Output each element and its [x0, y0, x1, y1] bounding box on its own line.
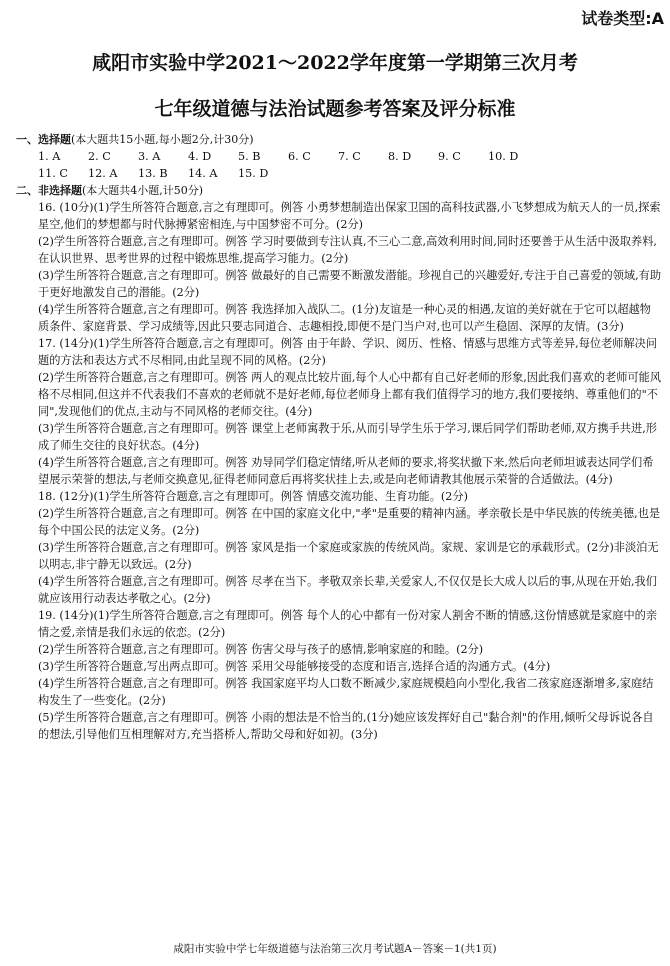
answer-item: 6. C: [288, 150, 311, 163]
answer-item: 7. C: [338, 150, 361, 163]
document-subtitle: 七年级道德与法治试题参考答案及评分标准: [154, 98, 516, 120]
answer-paragraph: (4)学生所答符合题意,言之有理即可。例答 我国家庭平均人口数不断减少,家庭规模趋向小型化,我省二孩家庭逐渐增多,家庭结构发生了一些变化。(2分): [38, 677, 654, 707]
answer-paragraph: (2)学生所答符合题意,言之有理即可。例答 两人的观点比较片面,每个人心中都有自己好老师的形象,因此我们喜欢的老师可能风格不尽相同,但这并不代表我们不喜欢的老师就不是好老师,每位老师身上都有我们值得学习的地方,我们要接纳、尊重他们的"不同",发现他们的优点,主动与不同风格的老师交往。(4分): [38, 371, 662, 418]
answer-paragraph: (2)学生所答符合题意,言之有理即可。例答 在中国的家庭文化中,"孝"是重要的精神内涵。孝亲敬长是中华民族的传统美德,也是每个中国公民的法定义务。(2分): [38, 507, 661, 537]
answer-paragraph: (4)学生所答符合题意,言之有理即可。例答 我选择加入战队二。(1分)友谊是一种心灵的相遇,友谊的美好就在于它可以超越物质条件、家庭背景、学习成绩等,因此只要志同道合、志趣相投,即便不是门当户对,也可以产生稳固、深厚的友情。(3分): [38, 303, 651, 333]
answer-paragraph: 19. (14分)(1)学生所答符合题意,言之有理即可。例答 每个人的心中都有一份对家人割舍不断的情感,这份情感就是家庭中的亲情之爱,亲情是我们永远的依恋。(2分): [38, 609, 658, 639]
answer-item: 10. D: [488, 150, 519, 163]
answer-paragraph: (3)学生所答符合题意,言之有理即可。例答 家风是指一个家庭或家族的传统风尚。家规、家训是它的承载形式。(2分)非淡泊无以明志,非宁静无以致远。(2分): [38, 541, 659, 571]
choice-answers-row-2: [16, 165, 662, 182]
answer-item: 5. B: [238, 150, 261, 163]
answer-item: 3. A: [138, 150, 161, 163]
answer-paragraph: (3)学生所答符合题意,言之有理即可。例答 课堂上老师寓教于乐,从而引导学生乐于学习,课后同学们帮助老师,双方携手共进,形成了师生交往的良好状态。(4分): [38, 422, 657, 452]
answer-item: 9. C: [438, 150, 461, 163]
answer-paragraph: 17. (14分)(1)学生所答符合题意,言之有理即可。例答 由于年龄、学识、阅历、性格、情感与思维方式等差异,每位老师解决问题的方法和表达方式不尽相同,由此呈现不同的风格。(2分): [38, 337, 658, 367]
answer-content: [16, 131, 662, 743]
answer-item: 11. C: [38, 167, 68, 180]
answer-paragraph: (4)学生所答符合题意,言之有理即可。例答 尽孝在当下。孝敬双亲长辈,关爱家人,不仅仅是长大成人以后的事,从现在开始,我们就应该用行动表达孝敬之心。(2分): [38, 575, 657, 605]
answer-item: 4. D: [188, 150, 212, 163]
section-open-heading: 二、非选择题(本大题共4小题,计50分): [16, 184, 204, 197]
page-footer: 咸阳市实验中学七年级道德与法治第三次月考试题A－答案－1(共1页): [173, 943, 497, 955]
question-18: [16, 488, 662, 607]
answer-item: 13. B: [138, 167, 168, 180]
answer-paragraph: (2)学生所答符合题意,言之有理即可。例答 伤害父母与孩子的感情,影响家庭的和睦。(2分): [38, 643, 484, 656]
question-19: [16, 607, 662, 743]
answer-paragraph: (5)学生所答符合题意,言之有理即可。例答 小雨的想法是不恰当的,(1分)她应该发挥好自己"黏合剂"的作用,倾听父母诉说各自的想法,引导他们互相理解对方,充当搭桥人,帮助父母和好如初。(3分): [38, 711, 654, 741]
answer-paragraph: (3)学生所答符合题意,言之有理即可。例答 做最好的自己需要不断激发潜能。珍视自己的兴趣爱好,专注于自己喜爱的领域,有助于更好地激发自己的潜能。(2分): [38, 269, 662, 299]
paper-type-label: 试卷类型:A: [581, 9, 664, 28]
answer-item: 8. D: [388, 150, 412, 163]
answer-paragraph: 18. (12分)(1)学生所答符合题意,言之有理即可。例答 情感交流功能、生育功能。(2分): [38, 490, 468, 503]
choice-answers-row-1: [16, 148, 662, 165]
question-17: [16, 335, 662, 488]
answer-item: 1. A: [38, 150, 61, 163]
answer-paragraph: (2)学生所答符合题意,言之有理即可。例答 学习时要做到专注认真,不三心二意,高效利用时间,同时还要善于从生活中汲取养料,在认识世界、思考世界的过程中锻炼思维,提高学习能力。(2分): [38, 235, 657, 265]
answer-item: 15. D: [238, 167, 269, 180]
question-16: [16, 199, 662, 335]
section-choice-heading: 一、选择题(本大题共15小题,每小题2分,计30分): [16, 133, 254, 146]
answer-item: 2. C: [88, 150, 111, 163]
answer-paragraph: (3)学生所答符合题意,写出两点即可。例答 采用父母能够接受的态度和语言,选择合适的沟通方式。(4分): [38, 660, 551, 673]
answer-paragraph: (4)学生所答符合题意,言之有理即可。例答 劝导同学们稳定情绪,听从老师的要求,将奖状撤下来,然后向老师坦诚表达同学们希望展示荣誉的想法,与老师交换意见,征得老师同意后再将奖状挂上去,或是向老师请教其他展示荣誉的合适做法。(4分): [38, 456, 654, 486]
exam-title: 咸阳市实验中学2021～2022学年度第一学期第三次月考: [92, 52, 578, 74]
answer-paragraph: 16. (10分)(1)学生所答符合题意,言之有理即可。例答 小勇梦想制造出保家卫国的高科技武器,小飞梦想成为航天人的一员,探索星空,他们的梦想都与时代脉搏紧密相连,与中国梦密不可分。(2分): [38, 201, 661, 231]
answer-item: 12. A: [88, 167, 118, 180]
answer-item: 14. A: [188, 167, 218, 180]
